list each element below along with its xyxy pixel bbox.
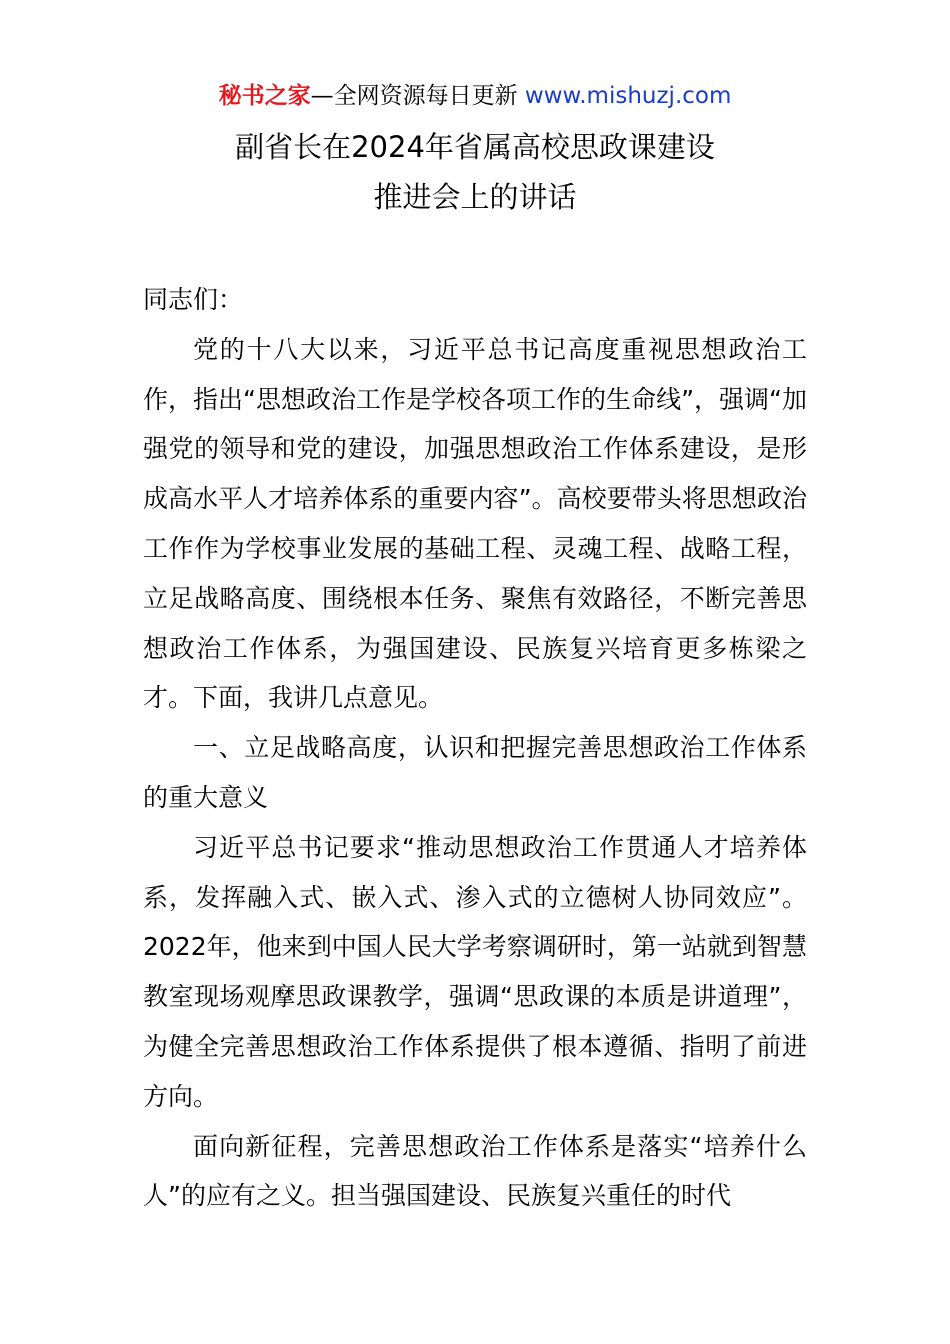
document-title-line-1: 副省长在2024年省属高校思政课建设	[235, 130, 715, 164]
header-brand: 秘书之家	[218, 83, 311, 109]
salutation: 同志们：	[143, 285, 244, 314]
header-dash: —	[310, 83, 334, 109]
paragraph-intro: 党的十八大以来，习近平总书记高度重视思想政治工作，指出“思想政治工作是学校各项工作的生命线”，强调“加强党的领导和党的建设，加强思想政治工作体系建设，是形成高水平人才培养体系的重要内容”。高校要带头将思想政治工作作为学校事业发展的基础工程、灵魂工程、战略工程，立足战略高度、围绕根本任务、聚焦有效路径，不断完善思想政治工作体系，为强国建设、民族复兴培育更多栋梁之才。下面，我讲几点意见。	[143, 334, 807, 713]
document-body	[143, 275, 807, 1221]
site-header	[0, 78, 950, 114]
paragraph-section-1: 习近平总书记要求“推动思想政治工作贯通人才培养体系，发挥融入式、嵌入式、渗入式的立德树人协同效应”。2022年，他来到中国人民大学考察调研时，第一站就到智慧教室现场观摩思政课教学，强调“思政课的本质是讲道理”，为健全完善思想政治工作体系提供了根本遵循、指明了前进方向。	[143, 832, 807, 1111]
section-heading-1: 一、立足战略高度，认识和把握完善思想政治工作体系的重大意义	[143, 733, 807, 812]
document-title-line-2: 推进会上的讲话	[373, 180, 577, 214]
paragraph-new-journey: 面向新征程，完善思想政治工作体系是落实“培养什么人”的应有之义。担当强国建设、民族复兴重任的时代	[143, 1131, 807, 1211]
header-url-link[interactable]: www.mishuzj.com	[524, 83, 732, 109]
header-slogan: 全网资源每日更新	[333, 83, 518, 109]
